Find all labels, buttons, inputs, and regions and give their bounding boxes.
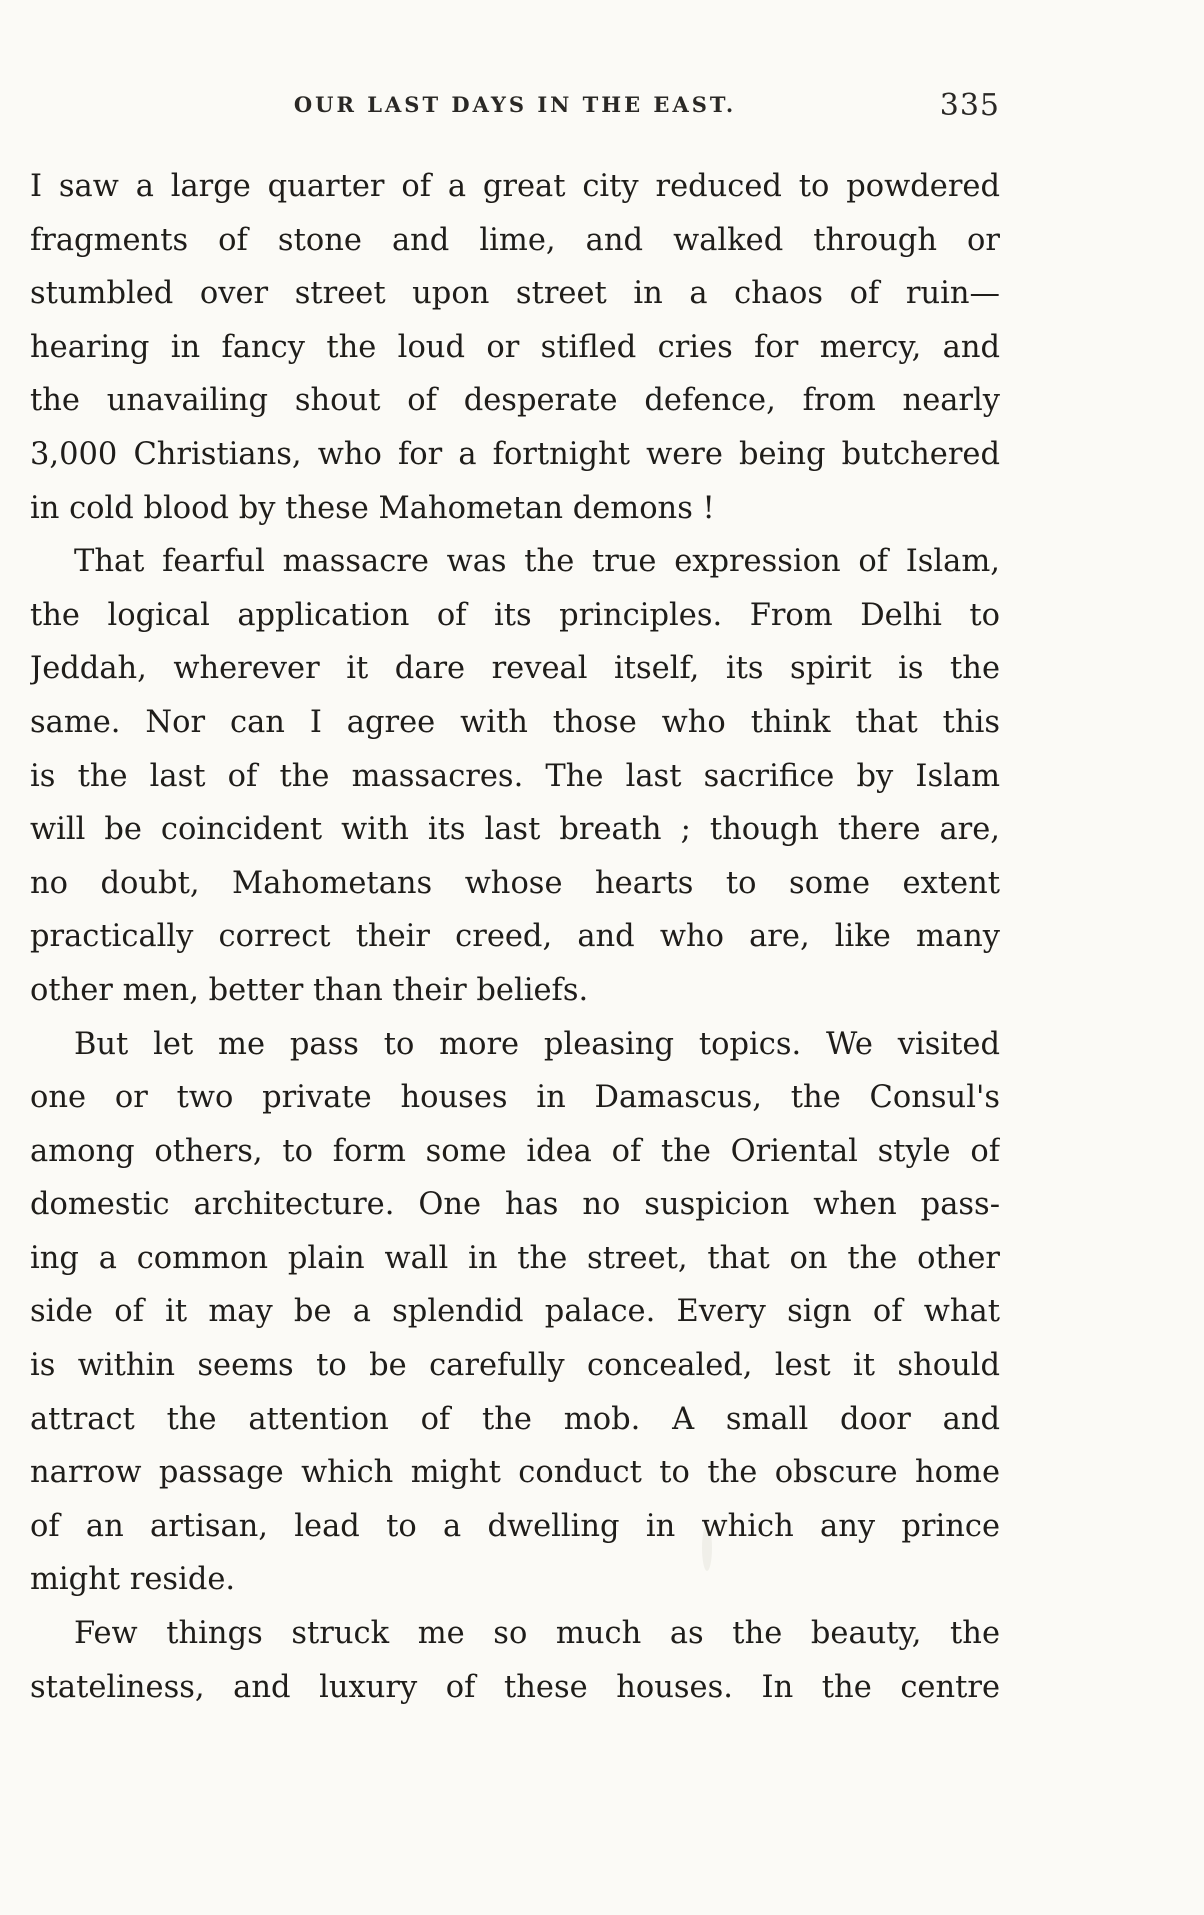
paragraph-1 — [30, 160, 1000, 535]
text-line: the logical application of its principles. From Delhi to — [30, 597, 1000, 633]
page-number: 335 — [939, 88, 1000, 123]
text-line: ing a common plain wall in the street, that on the other — [30, 1240, 1000, 1276]
text-line: stateliness, and luxury of these houses. In the centre — [30, 1669, 1000, 1705]
running-header — [30, 88, 1000, 128]
paragraph-2 — [30, 535, 1000, 1017]
text-line: I saw a large quarter of a great city reduced to powdered — [30, 169, 1000, 204]
text-line: among others, to form some idea of the Oriental style of — [30, 1133, 1000, 1169]
text-line: fragments of stone and lime, and walked through or — [30, 222, 1000, 258]
text-line: attract the attention of the mob. A small door and — [30, 1401, 1000, 1437]
text-line: no doubt, Mahometans whose hearts to some extent — [30, 865, 1000, 901]
text-line: is the last of the massacres. The last sacrifice by Islam — [30, 758, 1000, 794]
text-line: the unavailing shout of desperate defence, from nearly — [30, 383, 1000, 419]
text-line: domestic architecture. One has no suspicion when pass- — [30, 1187, 1000, 1223]
text-line: Jeddah, wherever it dare reveal itself, its spirit is the — [30, 651, 1000, 687]
paragraph-3 — [30, 1018, 1000, 1608]
paper-smudge — [702, 1525, 712, 1571]
body-text — [30, 160, 1000, 1714]
text-line: other men, better than their beliefs. — [30, 972, 589, 1008]
text-line: Few things struck me so much as the beauty, the — [74, 1616, 1000, 1652]
text-line: That fearful massacre was the true expression of Islam, — [74, 544, 1000, 580]
text-line: of an artisan, lead to a dwelling in which any prince — [30, 1508, 1000, 1544]
text-line: in cold blood by these Mahometan demons ! — [30, 490, 715, 526]
text-line: one or two private houses in Damascus, the Consul's — [30, 1080, 1000, 1116]
text-line: hearing in fancy the loud or stifled cries for mercy, and — [30, 329, 1000, 365]
text-line: might reside. — [30, 1562, 236, 1598]
text-line: is within seems to be carefully concealed, lest it should — [30, 1348, 1000, 1384]
text-line: narrow passage which might conduct to the obscure home — [30, 1455, 1000, 1491]
text-line: But let me pass to more pleasing topics. We visited — [74, 1026, 1000, 1062]
text-line: will be coincident with its last breath ; though there are, — [30, 812, 1000, 848]
running-title: OUR LAST DAYS IN THE EAST. — [293, 92, 737, 117]
paragraph-4 — [30, 1607, 1000, 1714]
text-line: 3,000 Christians, who for a fortnight were being butchered — [30, 436, 1000, 472]
text-line: same. Nor can I agree with those who think that this — [30, 704, 1000, 740]
text-line: practically correct their creed, and who are, like many — [30, 919, 1000, 955]
text-line: stumbled over street upon street in a chaos of ruin— — [30, 276, 1000, 312]
text-line: side of it may be a splendid palace. Every sign of what — [30, 1294, 1000, 1330]
